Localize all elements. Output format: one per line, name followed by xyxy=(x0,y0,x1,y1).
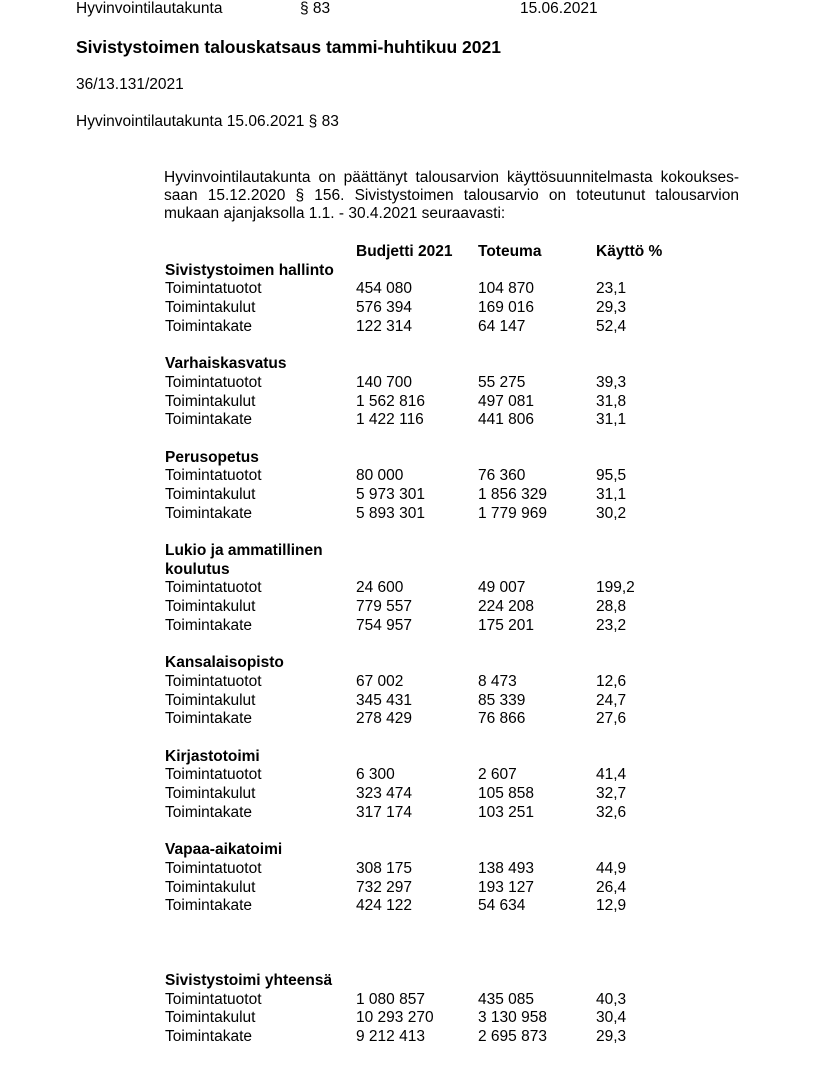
table-row xyxy=(165,299,725,318)
table-row xyxy=(165,1028,725,1047)
section-title: Vapaa-aikatoimi xyxy=(165,841,283,859)
intro-paragraph xyxy=(164,169,739,224)
usage-percent-value: 12,9 xyxy=(596,897,627,915)
actual-value: 441 806 xyxy=(478,411,535,429)
actual-value: 2 695 873 xyxy=(478,1027,547,1045)
table-section xyxy=(165,841,725,916)
table-row xyxy=(165,692,725,711)
actual-value: 64 147 xyxy=(478,317,526,335)
document-title: Sivistystoimen talouskatsaus tammi-huhtikuu 2021 xyxy=(76,37,501,57)
usage-percent-value: 29,3 xyxy=(596,1027,627,1045)
budget-value: 122 314 xyxy=(356,317,413,335)
actual-value: 224 208 xyxy=(478,598,535,616)
actual-value: 1 779 969 xyxy=(478,504,547,522)
table-row xyxy=(165,318,725,337)
row-label: Toimintakulut xyxy=(165,1009,256,1027)
row-label: Toimintatuotot xyxy=(165,280,262,298)
usage-percent-value: 52,4 xyxy=(596,317,627,335)
section-title: Sivistystoimi yhteensä xyxy=(165,971,333,989)
section-title: Kansalaisopisto xyxy=(165,654,284,672)
column-header-usage-percent: Käyttö % xyxy=(596,243,663,260)
budget-value: 345 431 xyxy=(356,691,413,709)
header-section-number: § 83 xyxy=(300,0,331,17)
budget-value: 308 175 xyxy=(356,859,413,877)
budget-value: 140 700 xyxy=(356,373,413,391)
header-committee: Hyvinvointilautakunta xyxy=(76,0,223,17)
budget-value: 10 293 270 xyxy=(356,1009,434,1027)
table-section xyxy=(165,748,725,823)
actual-value: 49 007 xyxy=(478,579,526,597)
section-title: Perusopetus xyxy=(165,448,259,466)
table-row xyxy=(165,710,725,729)
actual-value: 2 607 xyxy=(478,766,517,784)
header-date: 15.06.2021 xyxy=(520,0,598,17)
budget-value: 24 600 xyxy=(356,579,404,597)
budget-value: 80 000 xyxy=(356,467,404,485)
reference-number: 36/13.131/2021 xyxy=(76,76,184,93)
budget-value: 1 562 816 xyxy=(356,392,425,410)
row-label: Toimintakate xyxy=(165,411,253,429)
budget-value: 754 957 xyxy=(356,616,413,634)
usage-percent-value: 31,1 xyxy=(596,411,627,429)
actual-value: 76 360 xyxy=(478,467,526,485)
table-row xyxy=(165,991,725,1010)
row-label: Toimintatuotot xyxy=(165,766,262,784)
actual-value: 169 016 xyxy=(478,299,535,317)
budget-value: 278 429 xyxy=(356,710,413,728)
row-label: Toimintakate xyxy=(165,803,253,821)
table-section xyxy=(165,972,725,1047)
row-label: Toimintakulut xyxy=(165,598,256,616)
table-sections xyxy=(165,262,725,1047)
usage-percent-value: 27,6 xyxy=(596,710,627,728)
row-label: Toimintakulut xyxy=(165,299,256,317)
row-label: Toimintakate xyxy=(165,616,253,634)
row-label: Toimintakate xyxy=(165,317,253,335)
table-section xyxy=(165,654,725,729)
table-row xyxy=(165,486,725,505)
actual-value: 1 856 329 xyxy=(478,485,547,503)
table-row xyxy=(165,617,725,636)
table-row xyxy=(165,879,725,898)
usage-percent-value: 44,9 xyxy=(596,859,627,877)
actual-value: 55 275 xyxy=(478,373,526,391)
row-label: Toimintakulut xyxy=(165,691,256,709)
row-label: Toimintakulut xyxy=(165,785,256,803)
table-row xyxy=(165,1009,725,1028)
usage-percent-value: 32,7 xyxy=(596,785,627,803)
budget-table xyxy=(165,243,725,1065)
usage-percent-value: 28,8 xyxy=(596,598,627,616)
actual-value: 193 127 xyxy=(478,878,535,896)
row-label: Toimintakulut xyxy=(165,485,256,503)
actual-value: 105 858 xyxy=(478,785,535,803)
section-title: Kirjastotoimi xyxy=(165,747,260,765)
section-title: Varhaiskasvatus xyxy=(165,355,287,373)
row-label: Toimintatuotot xyxy=(165,672,262,690)
budget-value: 424 122 xyxy=(356,897,413,915)
actual-value: 85 339 xyxy=(478,691,526,709)
column-header-budget: Budjetti 2021 xyxy=(356,243,453,260)
intro-paragraph-line: mukaan ajanjaksolla 1.1. - 30.4.2021 seuraavasti: xyxy=(164,205,506,223)
table-row xyxy=(165,598,725,617)
table-row xyxy=(165,766,725,785)
budget-value: 6 300 xyxy=(356,766,395,784)
intro-paragraph-line: Hyvinvointilautakunta on päättänyt talousarvion käyttösuunnitelmasta kokoukses- xyxy=(164,169,739,186)
row-label: Toimintatuotot xyxy=(165,859,262,877)
table-row xyxy=(165,860,725,879)
budget-value: 576 394 xyxy=(356,299,413,317)
budget-value: 5 973 301 xyxy=(356,485,425,503)
row-label: Toimintatuotot xyxy=(165,579,262,597)
budget-value: 454 080 xyxy=(356,280,413,298)
row-label: Toimintakate xyxy=(165,1027,253,1045)
table-row xyxy=(165,280,725,299)
table-section xyxy=(165,355,725,430)
table-row xyxy=(165,785,725,804)
row-label: Toimintatuotot xyxy=(165,990,262,1008)
budget-value: 5 893 301 xyxy=(356,504,425,522)
usage-percent-value: 23,2 xyxy=(596,616,627,634)
table-row xyxy=(165,393,725,412)
usage-percent-value: 95,5 xyxy=(596,467,627,485)
actual-value: 3 130 958 xyxy=(478,1009,547,1027)
budget-value: 317 174 xyxy=(356,803,413,821)
table-row xyxy=(165,374,725,393)
usage-percent-value: 41,4 xyxy=(596,766,627,784)
usage-percent-value: 12,6 xyxy=(596,672,627,690)
actual-value: 435 085 xyxy=(478,990,535,1008)
row-label: Toimintatuotot xyxy=(165,373,262,391)
budget-value: 323 474 xyxy=(356,785,413,803)
usage-percent-value: 32,6 xyxy=(596,803,627,821)
table-section xyxy=(165,542,725,635)
usage-percent-value: 31,1 xyxy=(596,485,627,503)
table-row xyxy=(165,467,725,486)
usage-percent-value: 199,2 xyxy=(596,579,635,597)
column-header-actual: Toteuma xyxy=(478,243,542,260)
table-row xyxy=(165,579,725,598)
actual-value: 175 201 xyxy=(478,616,535,634)
usage-percent-value: 26,4 xyxy=(596,878,627,896)
table-row xyxy=(165,897,725,916)
table-row xyxy=(165,411,725,430)
usage-percent-value: 30,4 xyxy=(596,1009,627,1027)
budget-value: 1 080 857 xyxy=(356,990,425,1008)
row-label: Toimintakulut xyxy=(165,878,256,896)
table-row xyxy=(165,505,725,524)
table-section xyxy=(165,449,725,524)
intro-paragraph-line: saan 15.12.2020 § 156. Sivistystoimen talousarvio on toteutunut talousarvion xyxy=(164,187,739,205)
actual-value: 497 081 xyxy=(478,392,535,410)
meeting-reference: Hyvinvointilautakunta 15.06.2021 § 83 xyxy=(76,113,339,130)
row-label: Toimintakate xyxy=(165,710,253,728)
section-title: Lukio ja ammatillinen koulutus xyxy=(165,542,323,578)
table-row xyxy=(165,804,725,823)
actual-value: 76 866 xyxy=(478,710,526,728)
row-label: Toimintakate xyxy=(165,897,253,915)
actual-value: 138 493 xyxy=(478,859,535,877)
usage-percent-value: 23,1 xyxy=(596,280,627,298)
actual-value: 54 634 xyxy=(478,897,526,915)
section-title: Sivistystoimen hallinto xyxy=(165,261,334,279)
usage-percent-value: 31,8 xyxy=(596,392,627,410)
row-label: Toimintakate xyxy=(165,504,253,522)
table-header-row xyxy=(165,243,725,262)
usage-percent-value: 24,7 xyxy=(596,691,627,709)
budget-value: 67 002 xyxy=(356,672,404,690)
budget-value: 732 297 xyxy=(356,878,413,896)
budget-value: 779 557 xyxy=(356,598,413,616)
row-label: Toimintatuotot xyxy=(165,467,262,485)
actual-value: 104 870 xyxy=(478,280,535,298)
actual-value: 8 473 xyxy=(478,672,517,690)
budget-value: 1 422 116 xyxy=(356,411,424,429)
usage-percent-value: 39,3 xyxy=(596,373,627,391)
usage-percent-value: 40,3 xyxy=(596,990,627,1008)
actual-value: 103 251 xyxy=(478,803,535,821)
usage-percent-value: 30,2 xyxy=(596,504,627,522)
budget-value: 9 212 413 xyxy=(356,1027,425,1045)
usage-percent-value: 29,3 xyxy=(596,299,627,317)
table-row xyxy=(165,673,725,692)
table-section xyxy=(165,262,725,337)
row-label: Toimintakulut xyxy=(165,392,256,410)
